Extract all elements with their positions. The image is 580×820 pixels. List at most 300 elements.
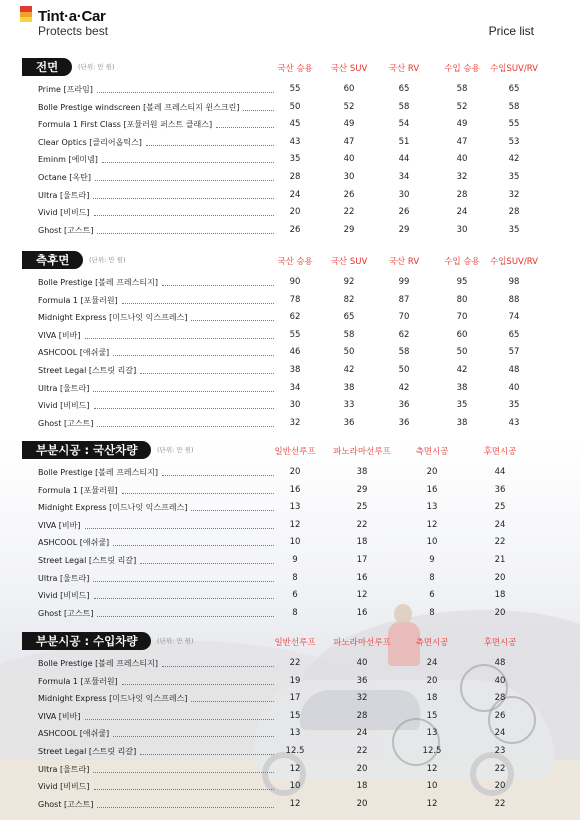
price-value: 23	[494, 745, 506, 756]
dotted-leader	[97, 426, 274, 427]
product-label	[38, 347, 274, 358]
product-label	[38, 728, 274, 739]
price-value: 36	[398, 417, 410, 428]
price-value: 18	[356, 537, 368, 548]
section-title: 부분시공 : 수입차량	[22, 632, 151, 650]
product-label	[38, 711, 274, 722]
price-row	[22, 689, 562, 707]
product-label	[38, 555, 274, 566]
product-name: VIVA [비바]	[38, 520, 81, 530]
price-value: 34	[398, 171, 410, 182]
section-header	[22, 251, 562, 273]
product-label	[38, 520, 274, 531]
price-section	[22, 441, 562, 621]
price-row	[22, 273, 562, 291]
price-value: 28	[289, 171, 301, 182]
price-value: 62	[398, 329, 410, 340]
price-value: 43	[289, 136, 301, 147]
price-value: 47	[343, 136, 355, 147]
product-name: Formula 1 [포뮬러원]	[38, 295, 118, 305]
product-name: Street Legal [스트릿 리갈]	[38, 555, 137, 565]
price-value: 47	[456, 136, 468, 147]
section-title: 전면	[22, 58, 72, 76]
product-name: Vivid [비비드]	[38, 591, 90, 601]
product-label	[38, 312, 274, 323]
price-value: 36	[343, 417, 355, 428]
price-value: 12	[426, 519, 438, 530]
column-header: 수입SUV/RV	[490, 257, 538, 267]
column-header: 국산 RV	[388, 64, 420, 74]
product-label	[38, 608, 274, 619]
product-name: Vivid [비비드]	[38, 782, 90, 792]
price-row	[22, 551, 562, 569]
product-name: Ultra [울트라]	[38, 383, 90, 393]
price-value: 46	[289, 347, 301, 358]
product-name: Eminm [에미넴]	[38, 155, 98, 165]
price-value: 62	[289, 312, 301, 323]
product-name: Ultra [울트라]	[38, 573, 90, 583]
price-value: 40	[456, 154, 468, 165]
price-row	[22, 361, 562, 379]
dotted-leader	[94, 408, 274, 409]
price-value: 30	[456, 224, 468, 235]
price-value: 20	[289, 467, 301, 477]
price-value: 52	[456, 101, 468, 112]
price-row	[22, 604, 562, 622]
product-label	[38, 172, 274, 183]
price-value: 22	[356, 519, 368, 530]
dotted-leader	[95, 180, 274, 181]
price-value: 6	[292, 590, 298, 601]
dotted-leader	[191, 701, 274, 702]
price-value: 22	[494, 798, 506, 809]
price-value: 10	[289, 537, 301, 548]
column-header: 수입SUV/RV	[490, 64, 538, 74]
product-name: Midnight Express [미드나잇 익스프레스]	[38, 694, 188, 704]
price-value: 50	[343, 347, 355, 358]
price-row	[22, 516, 562, 534]
product-name: ASHCOOL [애쉬쿨]	[38, 348, 110, 358]
price-value: 32	[456, 171, 468, 182]
price-row	[22, 463, 562, 481]
price-row	[22, 586, 562, 604]
dotted-leader	[162, 285, 274, 286]
column-header: 수입 승용	[444, 64, 480, 74]
product-name: Octane [옥탄]	[38, 172, 91, 182]
price-value: 36	[494, 484, 506, 495]
price-value: 28	[494, 693, 506, 704]
price-value: 65	[508, 84, 520, 94]
price-value: 16	[289, 484, 301, 495]
price-value: 20	[289, 207, 301, 218]
price-row	[22, 150, 562, 168]
brand-stripes-icon	[20, 6, 32, 22]
price-value: 20	[494, 781, 506, 792]
price-row	[22, 80, 562, 98]
price-value: 10	[289, 781, 301, 792]
dotted-leader	[94, 215, 274, 216]
price-value: 58	[398, 347, 410, 358]
dotted-leader	[243, 110, 274, 111]
price-value: 30	[343, 171, 355, 182]
price-value: 29	[398, 224, 410, 235]
dotted-leader	[122, 493, 274, 494]
dotted-leader	[191, 510, 274, 511]
price-value: 21	[494, 554, 506, 565]
price-value: 12	[356, 590, 368, 601]
product-name: ASHCOOL [애쉬쿨]	[38, 729, 110, 739]
price-value: 26	[289, 224, 301, 235]
product-label	[38, 799, 274, 810]
price-value: 65	[508, 329, 520, 340]
price-value: 13	[426, 728, 438, 739]
price-value: 32	[508, 189, 520, 200]
price-value: 44	[494, 467, 506, 477]
price-value: 9	[429, 554, 435, 565]
price-value: 80	[456, 294, 468, 305]
price-value: 12	[289, 798, 301, 809]
price-row	[22, 115, 562, 133]
product-name: VIVA [비바]	[38, 711, 81, 721]
product-label	[38, 365, 274, 376]
price-value: 92	[343, 277, 355, 287]
price-value: 44	[398, 154, 410, 165]
price-value: 20	[356, 798, 368, 809]
price-row	[22, 742, 562, 760]
price-row	[22, 203, 562, 221]
price-value: 55	[289, 329, 301, 340]
section-title: 측후면	[22, 251, 83, 269]
dotted-leader	[216, 127, 274, 128]
column-header: 수입 승용	[444, 257, 480, 267]
price-value: 17	[289, 693, 301, 704]
price-row	[22, 707, 562, 725]
price-value: 32	[356, 693, 368, 704]
product-label	[38, 573, 274, 584]
price-value: 24	[426, 658, 438, 668]
price-value: 8	[292, 607, 298, 618]
product-label	[38, 502, 274, 513]
dotted-leader	[162, 666, 274, 667]
dotted-leader	[122, 684, 274, 685]
column-header: 파노라마선루프	[333, 638, 391, 648]
price-value: 19	[289, 675, 301, 686]
price-row	[22, 654, 562, 672]
price-value: 18	[356, 781, 368, 792]
product-label	[38, 693, 274, 704]
product-name: Formula 1 First Class [포뮬러원 퍼스트 클래스]	[38, 120, 213, 130]
price-value: 20	[426, 467, 438, 477]
dotted-leader	[102, 162, 274, 163]
price-value: 38	[289, 364, 301, 375]
price-value: 8	[292, 572, 298, 583]
price-value: 26	[343, 189, 355, 200]
brand-name: Tint·a·Car	[38, 8, 106, 25]
price-value: 12	[289, 763, 301, 774]
price-row	[22, 498, 562, 516]
price-value: 36	[356, 675, 368, 686]
price-value: 22	[494, 763, 506, 774]
price-value: 48	[508, 364, 520, 375]
product-name: Vivid [비비드]	[38, 401, 90, 411]
product-label	[38, 190, 274, 201]
product-name: Bolle Prestige [볼레 프레스티지]	[38, 278, 158, 287]
price-value: 20	[356, 763, 368, 774]
price-value: 55	[508, 119, 520, 130]
price-value: 16	[426, 484, 438, 495]
price-value: 90	[289, 277, 301, 287]
product-name: Formula 1 [포뮬러원]	[38, 676, 118, 686]
section-header	[22, 632, 562, 654]
product-label	[38, 781, 274, 792]
price-value: 22	[343, 207, 355, 218]
dotted-leader	[97, 92, 274, 93]
product-label	[38, 225, 274, 236]
price-value: 32	[289, 417, 301, 428]
dotted-leader	[191, 320, 274, 321]
price-value: 53	[508, 136, 520, 147]
price-value: 30	[398, 189, 410, 200]
price-value: 15	[426, 710, 438, 721]
price-value: 40	[508, 382, 520, 393]
price-value: 38	[456, 417, 468, 428]
price-value: 22	[494, 537, 506, 548]
price-value: 45	[289, 119, 301, 130]
column-header: 국산 SUV	[330, 64, 368, 74]
price-value: 48	[494, 658, 506, 668]
product-label	[38, 137, 274, 148]
product-label	[38, 102, 274, 113]
price-value: 20	[494, 572, 506, 583]
price-value: 51	[398, 136, 410, 147]
price-row	[22, 343, 562, 361]
price-value: 30	[289, 400, 301, 411]
price-row	[22, 777, 562, 795]
price-value: 16	[356, 607, 368, 618]
price-value: 43	[508, 417, 520, 428]
product-label	[38, 467, 274, 478]
price-value: 65	[398, 84, 410, 94]
product-label	[38, 277, 274, 288]
price-value: 57	[508, 347, 520, 358]
price-row	[22, 569, 562, 587]
price-value: 58	[508, 101, 520, 112]
price-value: 78	[289, 294, 301, 305]
price-value: 70	[456, 312, 468, 323]
column-header: 후면시공	[483, 638, 517, 648]
section-unit: (단위: 만 원)	[157, 446, 194, 454]
price-value: 12.5	[422, 745, 442, 756]
product-label	[38, 658, 274, 669]
product-name: Ghost [고스트]	[38, 608, 94, 618]
price-value: 12	[426, 763, 438, 774]
dotted-leader	[97, 233, 274, 234]
product-name: Ghost [고스트]	[38, 418, 94, 428]
price-value: 34	[289, 382, 301, 393]
price-value: 54	[398, 119, 410, 130]
product-name: Ultra [울트라]	[38, 764, 90, 774]
price-value: 18	[426, 693, 438, 704]
product-name: Ultra [울트라]	[38, 190, 90, 200]
price-value: 50	[398, 364, 410, 375]
price-row	[22, 168, 562, 186]
price-value: 26	[494, 710, 506, 721]
column-header: 국산 RV	[388, 257, 420, 267]
price-value: 60	[456, 329, 468, 340]
product-label	[38, 154, 274, 165]
column-header: 국산 승용	[277, 64, 313, 74]
product-label	[38, 746, 274, 757]
product-label	[38, 400, 274, 411]
dotted-leader	[140, 373, 274, 374]
column-header: 일반선루프	[274, 447, 316, 457]
product-name: Prime [프라임]	[38, 85, 93, 94]
price-value: 20	[426, 675, 438, 686]
price-value: 35	[456, 400, 468, 411]
price-value: 40	[343, 154, 355, 165]
dotted-leader	[113, 736, 274, 737]
product-name: Bolle Prestige windscreen [볼레 프레스티지 윈스크린]	[38, 102, 240, 112]
price-row	[22, 533, 562, 551]
price-value: 15	[289, 710, 301, 721]
product-label	[38, 537, 274, 548]
price-value: 42	[398, 382, 410, 393]
dotted-leader	[93, 772, 274, 773]
dotted-leader	[113, 545, 274, 546]
column-header: 일반선루프	[274, 638, 316, 648]
price-value: 35	[508, 400, 520, 411]
product-label	[38, 383, 274, 394]
dotted-leader	[85, 719, 274, 720]
product-name: VIVA [비바]	[38, 330, 81, 340]
price-section	[22, 251, 562, 431]
dotted-leader	[140, 754, 274, 755]
price-value: 17	[356, 554, 368, 565]
price-value: 82	[343, 294, 355, 305]
section-title: 부분시공 : 국산차량	[22, 441, 151, 459]
price-value: 12.5	[285, 745, 305, 756]
price-value: 6	[429, 590, 435, 601]
dotted-leader	[85, 528, 274, 529]
price-value: 12	[289, 519, 301, 530]
dotted-leader	[93, 581, 274, 582]
price-value: 60	[343, 84, 355, 94]
price-value: 28	[456, 189, 468, 200]
price-value: 52	[343, 101, 355, 112]
product-name: Ghost [고스트]	[38, 799, 94, 809]
section-unit: (단위: 만 원)	[89, 256, 126, 264]
dotted-leader	[146, 145, 274, 146]
dotted-leader	[93, 391, 274, 392]
column-header: 국산 SUV	[330, 257, 368, 267]
price-value: 65	[343, 312, 355, 323]
price-value: 99	[398, 277, 410, 287]
price-value: 26	[398, 207, 410, 218]
price-value: 13	[426, 502, 438, 513]
product-label	[38, 590, 274, 601]
price-value: 42	[456, 364, 468, 375]
price-value: 35	[508, 171, 520, 182]
price-value: 25	[494, 502, 506, 513]
price-value: 22	[356, 745, 368, 756]
price-value: 24	[289, 189, 301, 200]
dotted-leader	[140, 563, 274, 564]
section-header	[22, 58, 562, 80]
column-header: 측면시공	[415, 638, 449, 648]
product-name: Street Legal [스트릿 리갈]	[38, 746, 137, 756]
dotted-leader	[85, 338, 274, 339]
price-value: 25	[356, 502, 368, 513]
price-value: 28	[356, 710, 368, 721]
product-label	[38, 676, 274, 687]
product-name: Midnight Express [미드나잇 익스프레스]	[38, 503, 188, 513]
price-value: 42	[508, 154, 520, 165]
dotted-leader	[94, 598, 274, 599]
price-row	[22, 221, 562, 239]
price-row	[22, 724, 562, 742]
price-value: 9	[292, 554, 298, 565]
price-value: 36	[398, 400, 410, 411]
product-name: Vivid [비비드]	[38, 208, 90, 218]
dotted-leader	[122, 303, 274, 304]
price-row	[22, 760, 562, 778]
price-value: 24	[494, 519, 506, 530]
product-name: Bolle Prestige [볼레 프레스티지]	[38, 468, 158, 477]
column-header: 측면시공	[415, 447, 449, 457]
price-value: 50	[456, 347, 468, 358]
product-label	[38, 119, 274, 130]
section-unit: (단위: 만 원)	[78, 63, 115, 71]
product-label	[38, 207, 274, 218]
price-value: 58	[456, 84, 468, 94]
product-name: Midnight Express [미드나잇 익스프레스]	[38, 313, 188, 323]
column-header: 파노라마선루프	[333, 447, 391, 457]
price-value: 16	[356, 572, 368, 583]
price-value: 8	[429, 572, 435, 583]
price-value: 40	[356, 658, 368, 668]
price-row	[22, 326, 562, 344]
price-value: 38	[456, 382, 468, 393]
price-row	[22, 481, 562, 499]
price-row	[22, 379, 562, 397]
price-value: 29	[343, 224, 355, 235]
price-section	[22, 632, 562, 812]
dotted-leader	[97, 807, 274, 808]
dotted-leader	[97, 616, 274, 617]
price-value: 74	[508, 312, 520, 323]
price-value: 24	[356, 728, 368, 739]
product-label	[38, 295, 274, 306]
price-value: 38	[356, 467, 368, 477]
price-row	[22, 396, 562, 414]
price-value: 24	[494, 728, 506, 739]
price-row	[22, 186, 562, 204]
price-value: 22	[289, 658, 301, 668]
price-value: 55	[289, 84, 301, 94]
product-name: Ghost [고스트]	[38, 225, 94, 235]
price-value: 8	[429, 607, 435, 618]
price-row	[22, 795, 562, 813]
dotted-leader	[94, 789, 274, 790]
price-value: 98	[508, 277, 520, 287]
price-value: 12	[426, 798, 438, 809]
price-value: 88	[508, 294, 520, 305]
price-value: 58	[398, 101, 410, 112]
product-label	[38, 84, 274, 95]
price-value: 13	[289, 728, 301, 739]
dotted-leader	[162, 475, 274, 476]
price-row	[22, 308, 562, 326]
